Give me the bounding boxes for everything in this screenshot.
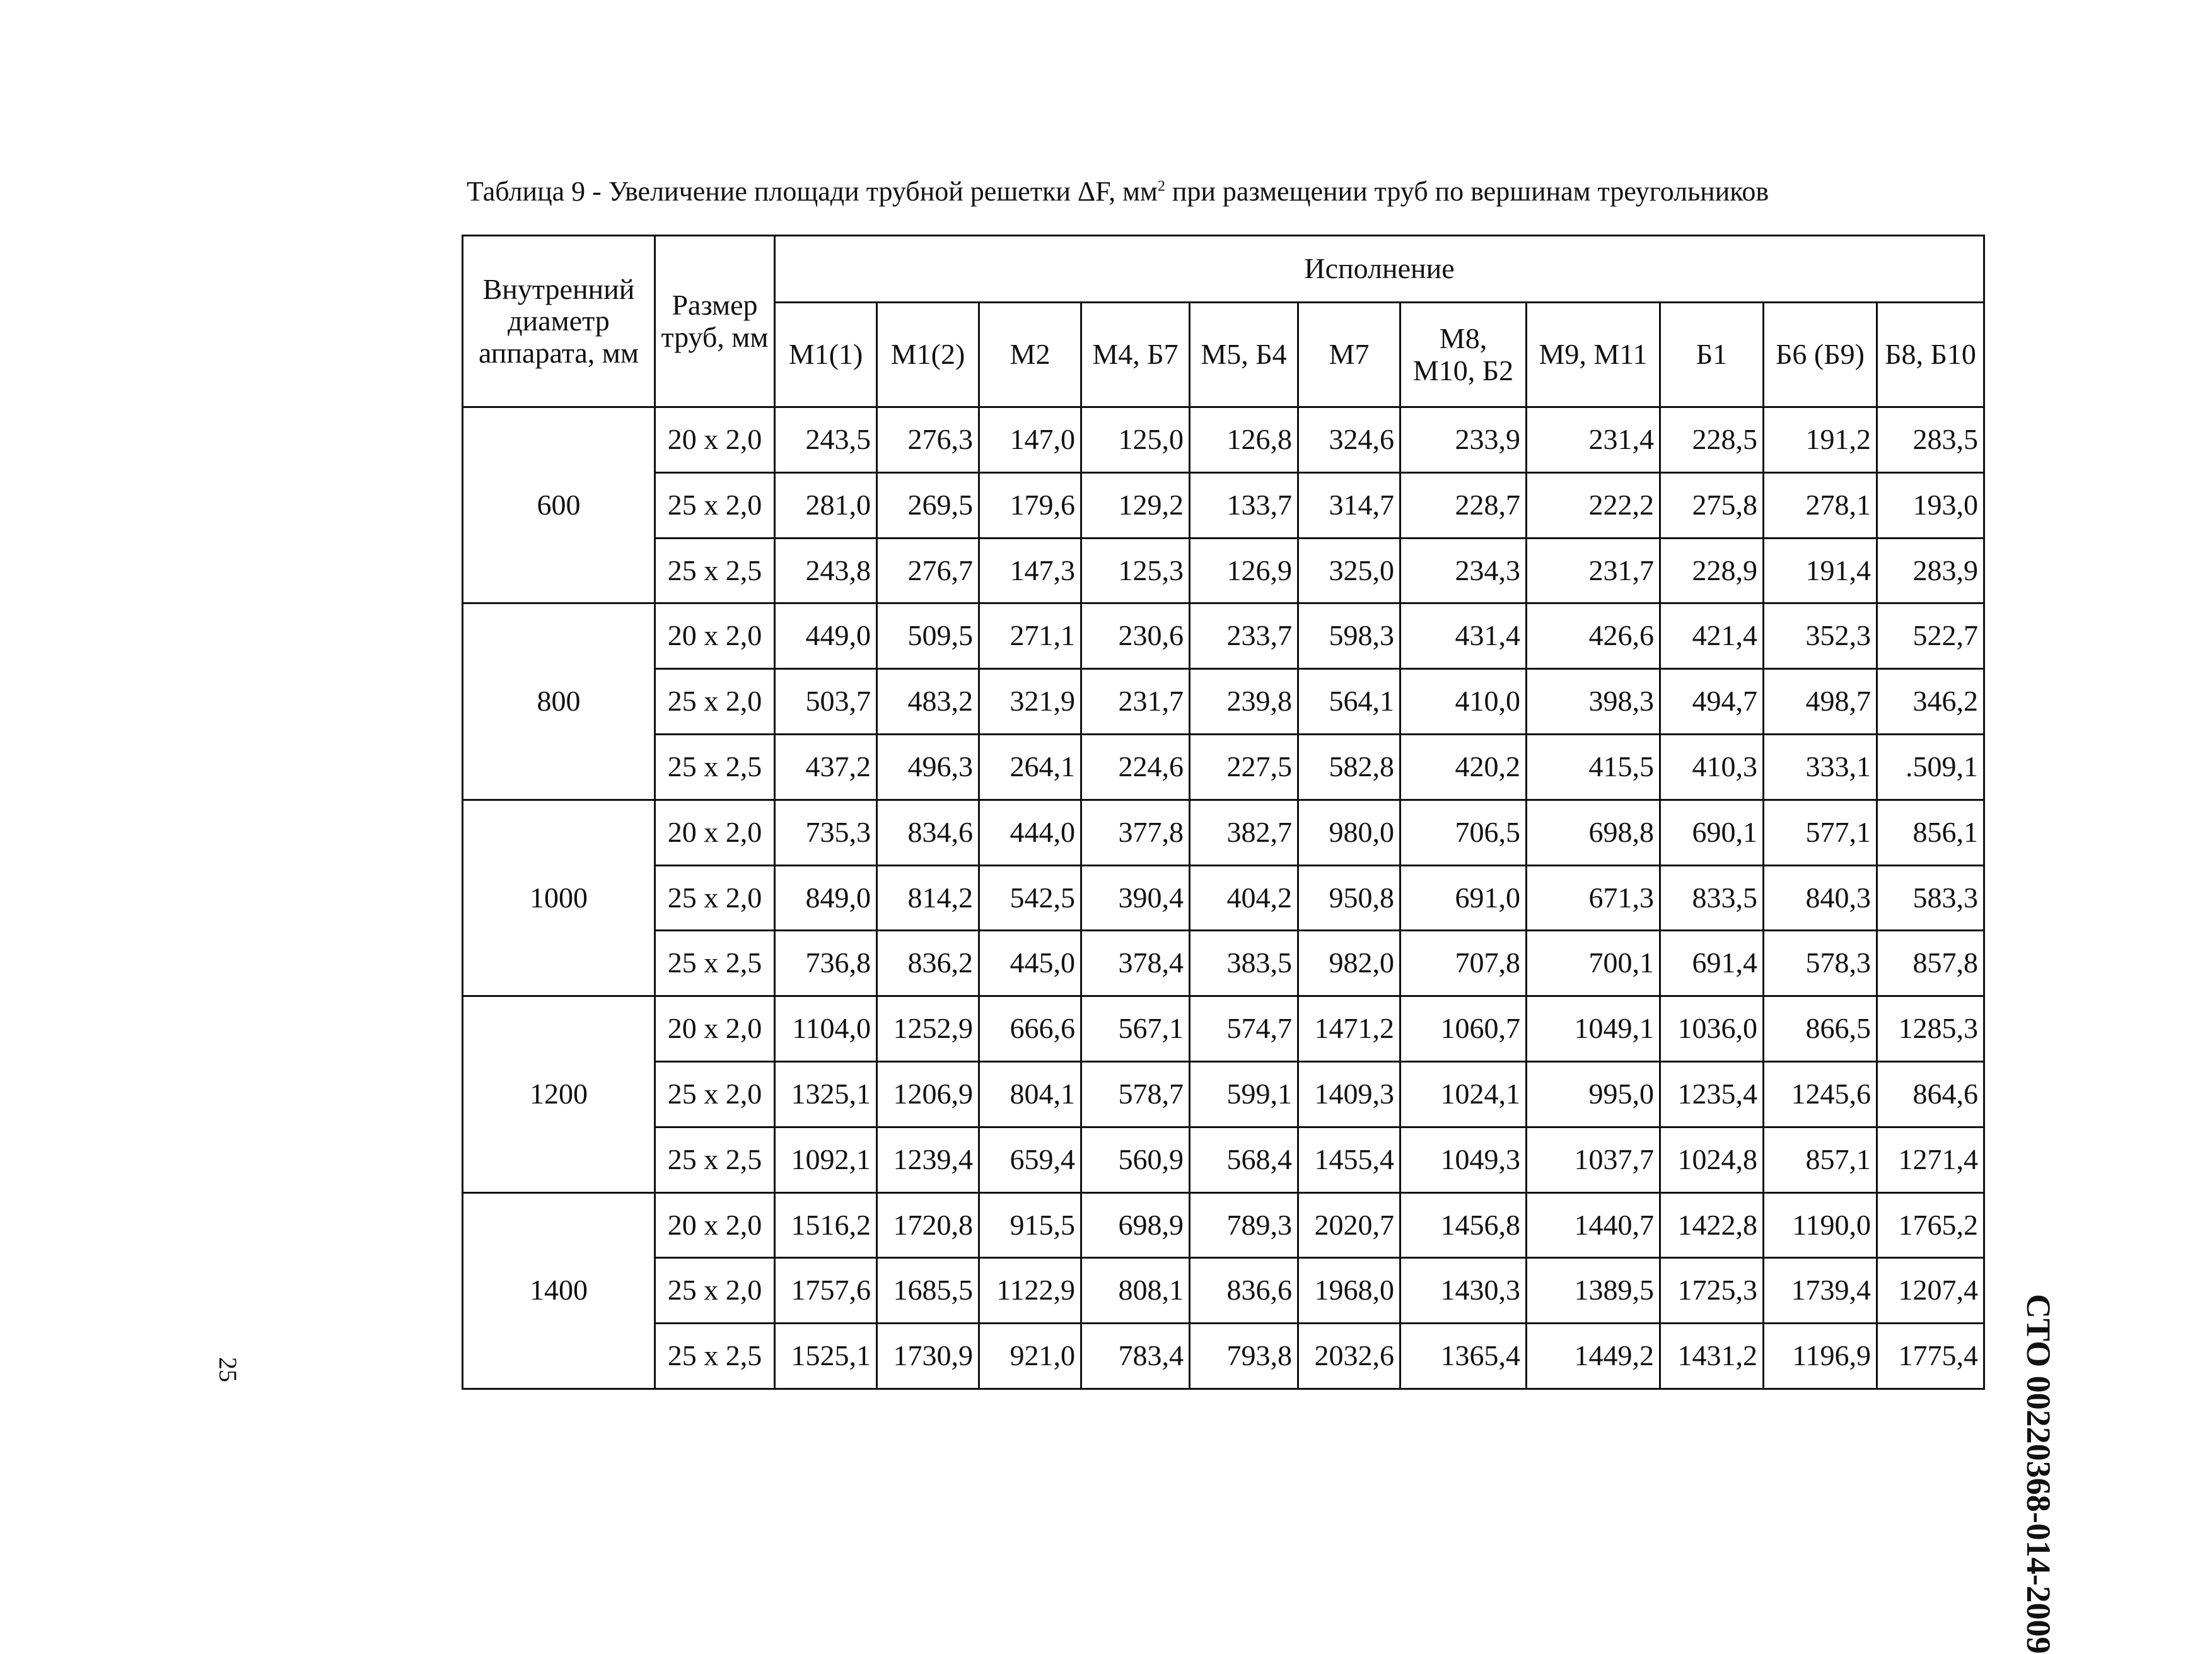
value-cell: 281,0	[775, 472, 877, 538]
value-cell: 179,6	[979, 472, 1081, 538]
value-cell: 494,7	[1660, 669, 1764, 735]
value-cell: 193,0	[1877, 472, 1984, 538]
value-cell: 378,4	[1081, 931, 1190, 996]
tube-size-cell: 25 х 2,0	[655, 1061, 775, 1127]
value-cell: 1739,4	[1764, 1258, 1877, 1324]
value-cell: 426,6	[1527, 603, 1660, 669]
value-cell: 804,1	[979, 1061, 1081, 1127]
value-cell: 1024,8	[1660, 1127, 1764, 1192]
value-cell: 666,6	[979, 996, 1081, 1062]
value-cell: 147,3	[979, 538, 1081, 603]
value-cell: 234,3	[1400, 538, 1527, 603]
value-cell: 1757,6	[775, 1258, 877, 1324]
column-header: М1(1)	[775, 303, 877, 407]
value-cell: 314,7	[1298, 472, 1400, 538]
value-cell: 1252,9	[877, 996, 979, 1062]
value-cell: 1449,2	[1527, 1324, 1660, 1389]
value-cell: 271,1	[979, 603, 1081, 669]
value-cell: 691,0	[1400, 865, 1527, 931]
value-cell: 509,5	[877, 603, 979, 669]
value-cell: 840,3	[1764, 865, 1877, 931]
value-cell: 276,3	[877, 407, 979, 473]
value-cell: 276,7	[877, 538, 979, 603]
value-cell: 382,7	[1190, 800, 1298, 865]
value-cell: 814,2	[877, 865, 979, 931]
table-row	[463, 603, 1984, 669]
value-cell: 231,7	[1527, 538, 1660, 603]
value-cell: 496,3	[877, 734, 979, 800]
value-cell: 324,6	[1298, 407, 1400, 473]
table-row	[463, 538, 1984, 603]
tube-size-cell: 20 х 2,0	[655, 996, 775, 1062]
value-cell: 1431,2	[1660, 1324, 1764, 1389]
value-cell: 598,3	[1298, 603, 1400, 669]
value-cell: 564,1	[1298, 669, 1400, 735]
value-cell: 1049,1	[1527, 996, 1660, 1062]
value-cell: 522,7	[1877, 603, 1984, 669]
value-cell: 398,3	[1527, 669, 1660, 735]
value-cell: 1271,4	[1877, 1127, 1984, 1192]
value-cell: 1206,9	[877, 1061, 979, 1127]
value-cell: 921,0	[979, 1324, 1081, 1389]
value-cell: 1389,5	[1527, 1258, 1660, 1324]
value-cell: 404,2	[1190, 865, 1298, 931]
value-cell: 383,5	[1190, 931, 1298, 996]
value-cell: 1325,1	[775, 1061, 877, 1127]
value-cell: 583,3	[1877, 865, 1984, 931]
value-cell: 1122,9	[979, 1258, 1081, 1324]
value-cell: 690,1	[1660, 800, 1764, 865]
value-cell: 239,8	[1190, 669, 1298, 735]
value-cell: 1471,2	[1298, 996, 1400, 1062]
value-cell: 578,3	[1764, 931, 1877, 996]
value-cell: .509,1	[1877, 734, 1984, 800]
value-cell: 1516,2	[775, 1192, 877, 1258]
column-header: М7	[1298, 303, 1400, 407]
value-cell: 783,4	[1081, 1324, 1190, 1389]
value-cell: 1409,3	[1298, 1061, 1400, 1127]
column-header: М1(2)	[877, 303, 979, 407]
value-cell: 1685,5	[877, 1258, 979, 1324]
value-cell: 1092,1	[775, 1127, 877, 1192]
value-cell: 1104,0	[775, 996, 877, 1062]
value-cell: 2032,6	[1298, 1324, 1400, 1389]
value-cell: 191,2	[1764, 407, 1877, 473]
value-cell: 864,6	[1877, 1061, 1984, 1127]
value-cell: 1430,3	[1400, 1258, 1527, 1324]
value-cell: 1207,4	[1877, 1258, 1984, 1324]
column-header: Б6 (Б9)	[1764, 303, 1877, 407]
table-row	[463, 472, 1984, 538]
value-cell: 578,7	[1081, 1061, 1190, 1127]
diameter-cell: 600	[463, 407, 655, 603]
header-row-top	[463, 236, 1984, 303]
table-caption	[467, 175, 1769, 207]
diameter-cell: 800	[463, 603, 655, 800]
value-cell: 449,0	[775, 603, 877, 669]
value-cell: 542,5	[979, 865, 1081, 931]
value-cell: 735,3	[775, 800, 877, 865]
caption-prefix: Таблица 9 - Увеличение площади трубной решетки ΔF, мм	[467, 176, 1158, 207]
value-cell: 415,5	[1527, 734, 1660, 800]
value-cell: 243,5	[775, 407, 877, 473]
table-header	[463, 236, 1984, 407]
value-cell: 228,7	[1400, 472, 1527, 538]
value-cell: 420,2	[1400, 734, 1527, 800]
table-row	[463, 1324, 1984, 1389]
value-cell: 1245,6	[1764, 1061, 1877, 1127]
tube-size-cell: 25 х 2,0	[655, 1258, 775, 1324]
value-cell: 352,3	[1764, 603, 1877, 669]
tube-size-cell: 25 х 2,0	[655, 669, 775, 735]
value-cell: 833,5	[1660, 865, 1764, 931]
column-header: М5, Б4	[1190, 303, 1298, 407]
value-cell: 995,0	[1527, 1061, 1660, 1127]
tube-size-cell: 25 х 2,0	[655, 472, 775, 538]
column-header: Б1	[1660, 303, 1764, 407]
value-cell: 1440,7	[1527, 1192, 1660, 1258]
value-cell: 325,0	[1298, 538, 1400, 603]
value-cell: 264,1	[979, 734, 1081, 800]
value-cell: 659,4	[979, 1127, 1081, 1192]
value-cell: 980,0	[1298, 800, 1400, 865]
column-header: М4, Б7	[1081, 303, 1190, 407]
table-row	[463, 931, 1984, 996]
value-cell: 1049,3	[1400, 1127, 1527, 1192]
value-cell: 227,5	[1190, 734, 1298, 800]
value-cell: 1455,4	[1298, 1127, 1400, 1192]
value-cell: 1775,4	[1877, 1324, 1984, 1389]
value-cell: 1060,7	[1400, 996, 1527, 1062]
diameter-cell: 1000	[463, 800, 655, 996]
value-cell: 1036,0	[1660, 996, 1764, 1062]
value-cell: 126,9	[1190, 538, 1298, 603]
value-cell: 125,0	[1081, 407, 1190, 473]
value-cell: 1235,4	[1660, 1061, 1764, 1127]
value-cell: 671,3	[1527, 865, 1660, 931]
table-row	[463, 865, 1984, 931]
value-cell: 278,1	[1764, 472, 1877, 538]
value-cell: 1968,0	[1298, 1258, 1400, 1324]
tube-size-cell: 25 х 2,5	[655, 734, 775, 800]
value-cell: 1196,9	[1764, 1324, 1877, 1389]
header-diameter: Внутренний диаметр аппарата, мм	[463, 236, 655, 407]
value-cell: 129,2	[1081, 472, 1190, 538]
tube-size-cell: 25 х 2,5	[655, 538, 775, 603]
value-cell: 1720,8	[877, 1192, 979, 1258]
value-cell: 707,8	[1400, 931, 1527, 996]
value-cell: 1239,4	[877, 1127, 979, 1192]
value-cell: 1190,0	[1764, 1192, 1877, 1258]
value-cell: 1456,8	[1400, 1192, 1527, 1258]
value-cell: 706,5	[1400, 800, 1527, 865]
value-cell: 866,5	[1764, 996, 1877, 1062]
value-cell: 410,3	[1660, 734, 1764, 800]
value-cell: 982,0	[1298, 931, 1400, 996]
value-cell: 233,9	[1400, 407, 1527, 473]
value-cell: 390,4	[1081, 865, 1190, 931]
caption-suffix: при размещении труб по вершинам треугольников	[1165, 176, 1769, 207]
value-cell: 283,9	[1877, 538, 1984, 603]
value-cell: 793,8	[1190, 1324, 1298, 1389]
value-cell: 789,3	[1190, 1192, 1298, 1258]
value-cell: 231,4	[1527, 407, 1660, 473]
value-cell: 698,9	[1081, 1192, 1190, 1258]
value-cell: 568,4	[1190, 1127, 1298, 1192]
value-cell: 599,1	[1190, 1061, 1298, 1127]
value-cell: 231,7	[1081, 669, 1190, 735]
column-header: М9, М11	[1527, 303, 1660, 407]
value-cell: 191,4	[1764, 538, 1877, 603]
tube-size-cell: 25 х 2,0	[655, 865, 775, 931]
diameter-cell: 1400	[463, 1192, 655, 1389]
value-cell: 133,7	[1190, 472, 1298, 538]
tube-size-cell: 20 х 2,0	[655, 1192, 775, 1258]
page-number: 25	[214, 1357, 242, 1382]
value-cell: 560,9	[1081, 1127, 1190, 1192]
value-cell: 736,8	[775, 931, 877, 996]
value-cell: 849,0	[775, 865, 877, 931]
value-cell: 836,2	[877, 931, 979, 996]
table-row	[463, 996, 1984, 1062]
value-cell: 698,8	[1527, 800, 1660, 865]
value-cell: 1024,1	[1400, 1061, 1527, 1127]
document-code: СТО 00220368-014-2009	[2020, 1294, 2058, 1654]
value-cell: 228,5	[1660, 407, 1764, 473]
value-cell: 444,0	[979, 800, 1081, 865]
value-cell: 224,6	[1081, 734, 1190, 800]
value-cell: 857,1	[1764, 1127, 1877, 1192]
value-cell: 498,7	[1764, 669, 1877, 735]
value-cell: 1037,7	[1527, 1127, 1660, 1192]
value-cell: 275,8	[1660, 472, 1764, 538]
value-cell: 2020,7	[1298, 1192, 1400, 1258]
value-cell: 126,8	[1190, 407, 1298, 473]
value-cell: 421,4	[1660, 603, 1764, 669]
value-cell: 222,2	[1527, 472, 1660, 538]
value-cell: 503,7	[775, 669, 877, 735]
tube-size-cell: 25 х 2,5	[655, 1324, 775, 1389]
value-cell: 834,6	[877, 800, 979, 865]
value-cell: 856,1	[1877, 800, 1984, 865]
header-tube-size: Размер труб, мм	[655, 236, 775, 407]
tube-size-cell: 20 х 2,0	[655, 407, 775, 473]
value-cell: 283,5	[1877, 407, 1984, 473]
tube-size-cell: 25 х 2,5	[655, 1127, 775, 1192]
column-header: М2	[979, 303, 1081, 407]
column-header: М8, М10, Б2	[1400, 303, 1527, 407]
value-cell: 437,2	[775, 734, 877, 800]
tube-size-cell: 20 х 2,0	[655, 800, 775, 865]
value-cell: 147,0	[979, 407, 1081, 473]
value-cell: 700,1	[1527, 931, 1660, 996]
table-row	[463, 407, 1984, 473]
value-cell: 577,1	[1764, 800, 1877, 865]
value-cell: 333,1	[1764, 734, 1877, 800]
diameter-cell: 1200	[463, 996, 655, 1192]
header-execution: Исполнение	[775, 236, 1984, 303]
value-cell: 483,2	[877, 669, 979, 735]
table-row	[463, 734, 1984, 800]
value-cell: 1765,2	[1877, 1192, 1984, 1258]
value-cell: 321,9	[979, 669, 1081, 735]
value-cell: 1285,3	[1877, 996, 1984, 1062]
value-cell: 243,8	[775, 538, 877, 603]
table-row	[463, 1258, 1984, 1324]
value-cell: 1730,9	[877, 1324, 979, 1389]
table-row	[463, 1061, 1984, 1127]
value-cell: 857,8	[1877, 931, 1984, 996]
table-row	[463, 669, 1984, 735]
value-cell: 377,8	[1081, 800, 1190, 865]
value-cell: 808,1	[1081, 1258, 1190, 1324]
table-body	[463, 407, 1984, 1389]
tube-size-cell: 25 х 2,5	[655, 931, 775, 996]
table-row	[463, 1192, 1984, 1258]
table-row	[463, 800, 1984, 865]
data-table	[462, 235, 1985, 1390]
value-cell: 1365,4	[1400, 1324, 1527, 1389]
value-cell: 1725,3	[1660, 1258, 1764, 1324]
value-cell: 574,7	[1190, 996, 1298, 1062]
value-cell: 691,4	[1660, 931, 1764, 996]
value-cell: 431,4	[1400, 603, 1527, 669]
value-cell: 125,3	[1081, 538, 1190, 603]
value-cell: 1525,1	[775, 1324, 877, 1389]
value-cell: 230,6	[1081, 603, 1190, 669]
caption-superscript: 2	[1157, 178, 1165, 195]
value-cell: 836,6	[1190, 1258, 1298, 1324]
value-cell: 567,1	[1081, 996, 1190, 1062]
value-cell: 582,8	[1298, 734, 1400, 800]
column-header: Б8, Б10	[1877, 303, 1984, 407]
value-cell: 233,7	[1190, 603, 1298, 669]
value-cell: 445,0	[979, 931, 1081, 996]
value-cell: 915,5	[979, 1192, 1081, 1258]
tube-size-cell: 20 х 2,0	[655, 603, 775, 669]
table-row	[463, 1127, 1984, 1192]
value-cell: 1422,8	[1660, 1192, 1764, 1258]
value-cell: 950,8	[1298, 865, 1400, 931]
value-cell: 346,2	[1877, 669, 1984, 735]
value-cell: 410,0	[1400, 669, 1527, 735]
value-cell: 269,5	[877, 472, 979, 538]
value-cell: 228,9	[1660, 538, 1764, 603]
